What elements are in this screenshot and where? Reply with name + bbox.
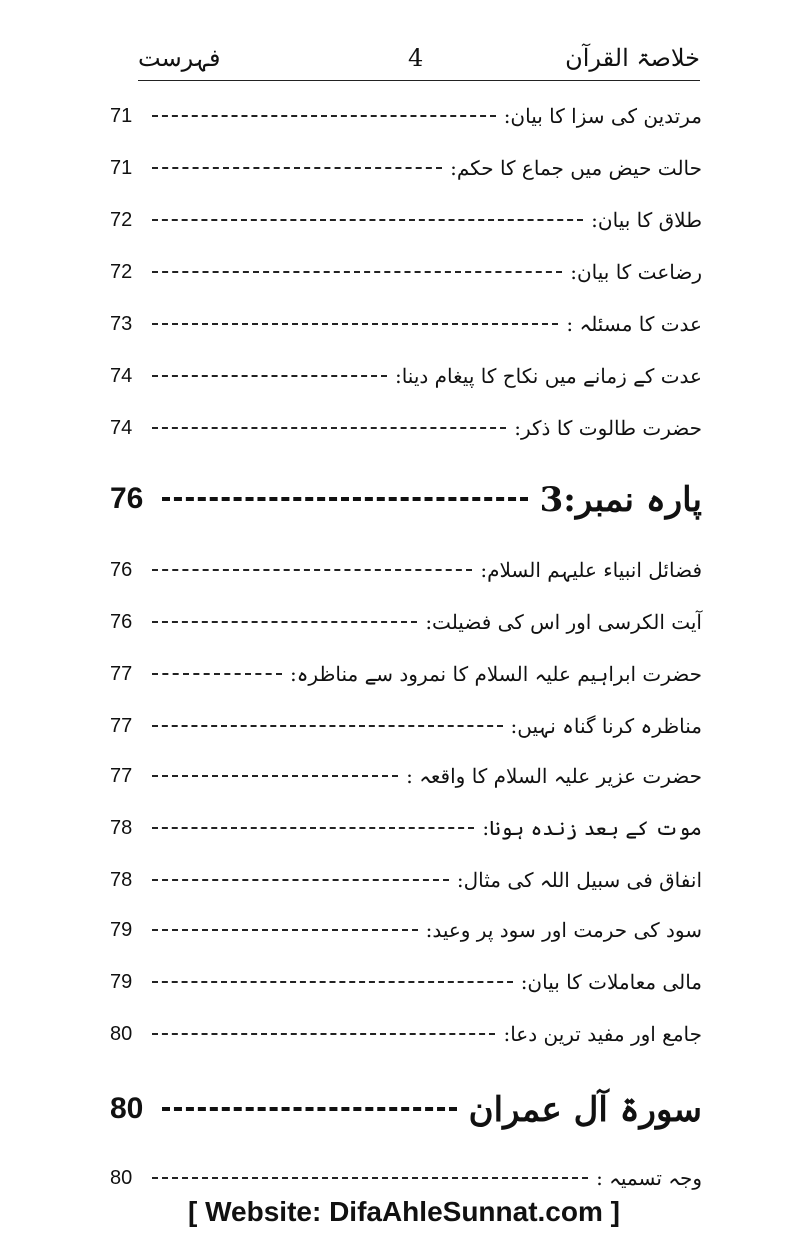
toc-heading-title: پارہ نمبر:3 [539, 479, 702, 520]
toc-entry-page: 71 [110, 156, 133, 179]
toc-entry-page: 78 [110, 868, 133, 891]
toc-entry-page: 74 [110, 416, 133, 439]
toc-entry-page: 72 [110, 208, 133, 231]
toc-entry[interactable] [110, 550, 702, 590]
book-title: خلاصۃ القرآن [565, 44, 700, 72]
toc-entry-title: وجہ تسمیہ : [596, 1166, 702, 1190]
toc-entry-page: 73 [110, 312, 133, 335]
dotted-leader [152, 427, 506, 429]
toc-entry-title: طلاق کا بیان: [591, 208, 702, 232]
toc-entry-title: آیت الکرسی اور اس کی فضیلت: [425, 610, 702, 634]
toc-entry-title: حالت حیض میں جماع کا حکم: [450, 156, 702, 180]
dotted-leader [152, 323, 558, 325]
toc-entry-title: فضائل انبیاء علیہم السلام: [480, 558, 702, 582]
toc-entry-title: عدت کے زمانے میں نکاح کا پیغام دینا: [394, 364, 702, 388]
toc-entry-page: 76 [110, 558, 133, 581]
toc-heading-page: 80 [110, 1092, 144, 1125]
toc-entry-title: سود کی حرمت اور سود پر وعید: [425, 918, 702, 942]
toc-entry[interactable] [110, 148, 702, 188]
toc-entry-title: حضرت طالوت کا ذکر: [514, 416, 702, 440]
dotted-leader [152, 725, 503, 727]
dotted-leader [152, 375, 387, 377]
toc-entry[interactable] [110, 408, 702, 448]
toc-entry[interactable] [110, 706, 702, 746]
dotted-leader [152, 981, 513, 983]
toc-heading-title: سورۃ آل عمران [468, 1089, 702, 1130]
dotted-leader [152, 1033, 495, 1035]
toc-entry[interactable] [110, 654, 702, 694]
dotted-leader [152, 219, 583, 221]
toc-entry-title: رضاعت کا بیان: [570, 260, 702, 284]
toc-entry-page: 71 [110, 104, 133, 127]
toc-entry-title: عدت کا مسئلہ : [566, 312, 702, 336]
toc-entry[interactable] [110, 1158, 702, 1198]
toc-entry[interactable] [110, 860, 702, 900]
website-banner: [ Website: DifaAhleSunnat.com ] [188, 1196, 620, 1227]
dotted-leader [152, 775, 398, 777]
toc-entry-page: 74 [110, 364, 133, 387]
toc-entry[interactable] [110, 756, 702, 796]
toc-entry[interactable] [110, 96, 702, 136]
toc-entry-title: مالی معاملات کا بیان: [520, 970, 702, 994]
dotted-leader [162, 1107, 457, 1111]
dotted-leader [152, 929, 418, 931]
toc-entry-page: 80 [110, 1166, 133, 1189]
toc-entry-title: حضرت عزیر علیہ السلام کا واقعہ : [406, 764, 702, 788]
toc-entry[interactable] [110, 252, 702, 292]
toc-entry[interactable] [110, 602, 702, 642]
toc-entry-page: 80 [110, 1022, 133, 1045]
dotted-leader [152, 879, 449, 881]
toc-entry-title: انفاق فی سبیل اللہ کی مثال: [456, 868, 702, 892]
toc-entry-title: موت کے بعد زندہ ہونا: [482, 816, 702, 840]
toc-entry-page: 79 [110, 918, 133, 941]
toc-entry[interactable] [110, 200, 702, 240]
toc-entry-title: مرتدین کی سزا کا بیان: [503, 104, 702, 128]
toc-entry-page: 77 [110, 764, 133, 787]
page-header [138, 40, 700, 81]
page-number: 4 [408, 44, 424, 72]
section-title: فہرست [138, 44, 221, 72]
toc-entry-page: 78 [110, 816, 133, 839]
toc-entry-page: 79 [110, 970, 133, 993]
toc-entry-page: 77 [110, 714, 133, 737]
toc-heading-surah[interactable] [110, 1084, 702, 1134]
dotted-leader [152, 271, 562, 273]
toc-entry[interactable] [110, 356, 702, 396]
dotted-leader [152, 569, 472, 571]
toc-entry[interactable] [110, 304, 702, 344]
toc-entry-title: جامع اور مفید ترین دعا: [503, 1022, 702, 1046]
toc-entry-title: مناظرہ کرنا گناہ نہیں: [510, 714, 702, 738]
toc-entry[interactable] [110, 962, 702, 1002]
dotted-leader [152, 1177, 588, 1179]
toc-entry-title: حضرت ابراہیم علیہ السلام کا نمرود سے مناظرہ: [289, 662, 702, 686]
toc-entry-page: 72 [110, 260, 133, 283]
toc-heading-page: 76 [110, 482, 144, 515]
toc-entry-page: 76 [110, 610, 133, 633]
toc-entry[interactable] [110, 808, 702, 848]
dotted-leader [152, 167, 442, 169]
dotted-leader [162, 497, 528, 501]
toc-entry[interactable] [110, 910, 702, 950]
dotted-leader [152, 115, 496, 117]
toc-entry[interactable] [110, 1014, 702, 1054]
toc-heading-para[interactable] [110, 474, 702, 524]
dotted-leader [152, 673, 282, 675]
dotted-leader [152, 621, 417, 623]
toc-entry-page: 77 [110, 662, 133, 685]
dotted-leader [152, 827, 474, 829]
